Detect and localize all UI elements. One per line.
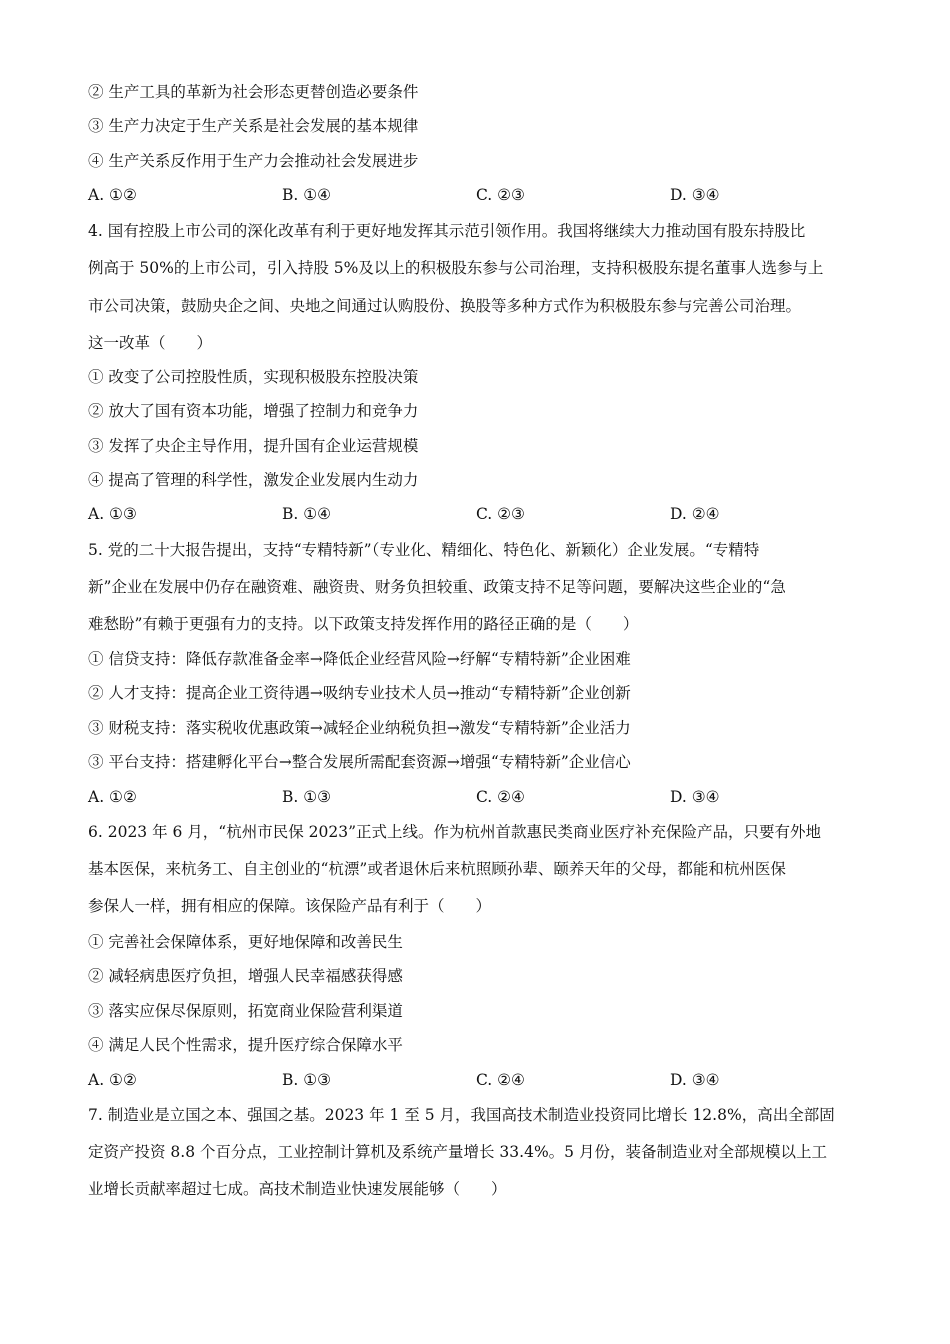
q3-option-d: D. ③④ [670, 186, 720, 204]
q5-option-c: C. ②④ [476, 788, 525, 806]
q6-statement-2: ② 减轻病患医疗负担，增强人民幸福感获得感 [88, 967, 403, 985]
q4-stem-line-3: 市公司决策，鼓励央企之间、央地之间通过认购股份、换股等多种方式作为积极股东参与完善公司治理。 [88, 297, 802, 315]
q3-option-b: B. ①④ [282, 186, 332, 204]
q3-statement-3: ③ 生产力决定于生产关系是社会发展的基本规律 [88, 117, 419, 135]
q5-stem-line-2: 新”企业在发展中仍存在融资难、融资贵、财务负担较重、政策支持不足等问题，要解决这些企业的“急 [88, 578, 786, 596]
q6-option-c: C. ②④ [476, 1071, 525, 1089]
q4-option-b: B. ①④ [282, 505, 332, 523]
q4-option-a: A. ①③ [88, 505, 137, 523]
q3-option-a: A. ①② [88, 186, 137, 204]
q4-option-d: D. ②④ [670, 505, 720, 523]
q7-stem-line-1: 7. 制造业是立国之本、强国之基。2023 年 1 至 5 月，我国高技术制造业投资同比增长 12.8%，高出全部固 [88, 1106, 835, 1124]
q4-statement-4: ④ 提高了管理的科学性，激发企业发展内生动力 [88, 471, 419, 489]
q6-statement-1: ① 完善社会保障体系，更好地保障和改善民生 [88, 933, 403, 951]
q7-stem-line-3: 业增长贡献率超过七成。高技术制造业快速发展能够（ ） [88, 1180, 507, 1198]
q6-stem-line-1: 6. 2023 年 6 月，“杭州市民保 2023”正式上线。作为杭州首款惠民类商业医疗补充保险产品，只要有外地 [88, 823, 822, 841]
q5-statement-3: ③ 财税支持：落实税收优惠政策→减轻企业纳税负担→激发“专精特新”企业活力 [88, 719, 631, 737]
q6-statement-4: ④ 满足人民个性需求，提升医疗综合保障水平 [88, 1036, 403, 1054]
q5-options [88, 787, 868, 807]
q5-option-d: D. ③④ [670, 788, 720, 806]
q5-statement-2: ② 人才支持：提高企业工资待遇→吸纳专业技术人员→推动“专精特新”企业创新 [88, 684, 631, 702]
q6-option-b: B. ①③ [282, 1071, 332, 1089]
q4-stem-line-1: 4. 国有控股上市公司的深化改革有利于更好地发挥其示范引领作用。我国将继续大力推动国有股东持股比 [88, 222, 806, 240]
q3-option-c: C. ②③ [476, 186, 525, 204]
q6-stem-line-2: 基本医保，来杭务工、自主创业的“杭漂”或者退休后来杭照顾孙辈、颐养天年的父母，都能和杭州医保 [88, 860, 786, 878]
q4-stem-line-4: 这一改革（ ） [88, 334, 213, 352]
q3-statement-4: ④ 生产关系反作用于生产力会推动社会发展进步 [88, 152, 419, 170]
q6-options [88, 1070, 868, 1090]
q4-option-c: C. ②③ [476, 505, 525, 523]
q3-statement-2: ② 生产工具的革新为社会形态更替创造必要条件 [88, 83, 419, 101]
q5-statement-1: ① 信贷支持：降低存款准备金率→降低企业经营风险→纾解“专精特新”企业困难 [88, 650, 631, 668]
q7-stem-line-2: 定资产投资 8.8 个百分点，工业控制计算机及系统产量增长 33.4%。5 月份，装备制造业对全部规模以上工 [88, 1143, 827, 1161]
q5-stem-line-3: 难愁盼”有赖于更强有力的支持。以下政策支持发挥作用的路径正确的是（ ） [88, 615, 639, 633]
q5-stem-line-1: 5. 党的二十大报告提出，支持“专精特新”（专业化、精细化、特色化、新颖化）企业发展。“专精特 [88, 541, 760, 559]
q6-stem-line-3: 参保人一样，拥有相应的保障。该保险产品有利于（ ） [88, 897, 492, 915]
q4-stem-line-2: 例高于 50%的上市公司，引入持股 5%及以上的积极股东参与公司治理，支持积极股东提名董事人选参与上 [88, 259, 824, 277]
q6-statement-3: ③ 落实应保尽保原则，拓宽商业保险营利渠道 [88, 1002, 403, 1020]
q5-option-a: A. ①② [88, 788, 137, 806]
q4-statement-1: ① 改变了公司控股性质，实现积极股东控股决策 [88, 368, 419, 386]
q4-options [88, 504, 868, 524]
q5-statement-4: ③ 平台支持：搭建孵化平台→整合发展所需配套资源→增强“专精特新”企业信心 [88, 753, 631, 771]
q5-option-b: B. ①③ [282, 788, 332, 806]
q6-option-a: A. ①② [88, 1071, 137, 1089]
q6-option-d: D. ③④ [670, 1071, 720, 1089]
q4-statement-3: ③ 发挥了央企主导作用，提升国有企业运营规模 [88, 437, 419, 455]
q3-options [88, 185, 868, 205]
q4-statement-2: ② 放大了国有资本功能，增强了控制力和竞争力 [88, 402, 419, 420]
